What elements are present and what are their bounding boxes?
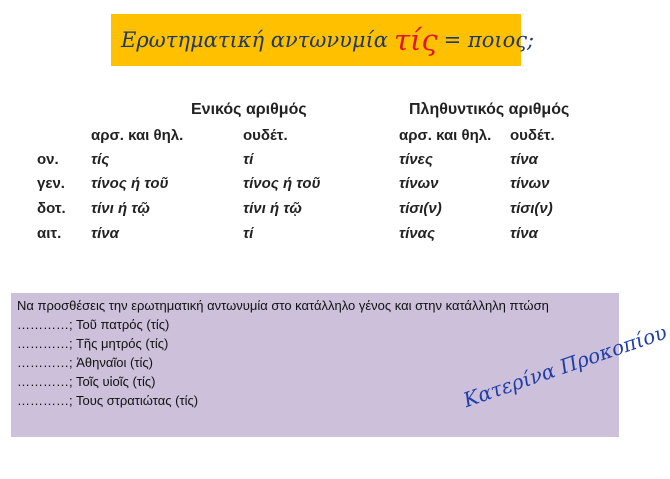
table-cell: τίνων [399, 175, 439, 192]
table-cell: τίνας [399, 225, 435, 242]
col-header: αρσ. και θηλ. [399, 127, 492, 144]
exercise-item: …………; Τοῖς υἱοῖς (τίς) [17, 374, 156, 389]
col-header: ουδέτ. [243, 127, 288, 144]
col-header: αρσ. και θηλ. [91, 127, 184, 144]
title-pronoun: τίς [394, 23, 438, 57]
title-prefix: Ερωτηματική αντωνυμία [121, 28, 388, 52]
table-cell: τίνα [510, 225, 538, 242]
table-cell: τίς [91, 151, 110, 168]
col-header: ουδέτ. [510, 127, 555, 144]
plural-header: Πληθυντικός αριθμός [409, 101, 570, 118]
singular-header: Ενικός αριθμός [191, 101, 307, 118]
exercise-instruction: Να προσθέσεις την ερωτηματική αντωνυμία στο κατάλληλο γένος και στην κατάλληλη πτώση [17, 298, 549, 313]
case-label: ον. [37, 151, 59, 168]
case-label: δοτ. [37, 200, 66, 217]
case-label: γεν. [37, 175, 65, 192]
exercise-item: …………; Τους στρατιώτας (τίς) [17, 393, 199, 408]
exercise-item: …………; Τῆς μητρός (τίς) [17, 336, 169, 351]
table-cell: τίνων [510, 175, 550, 192]
table-cell: τίνες [399, 151, 433, 168]
table-cell: τίνα [510, 151, 538, 168]
table-cell: τίνα [91, 225, 119, 242]
table-cell: τίνος ή τοῦ [243, 175, 321, 192]
author-signature: Κατερίνα Προκοπίου [460, 319, 670, 412]
exercise-item: …………; Τοῦ πατρός (τίς) [17, 317, 170, 332]
exercise-item: …………; Ἀθηναῖοι (τίς) [17, 355, 153, 370]
table-cell: τίνος ή τοῦ [91, 175, 169, 192]
table-cell: τί [243, 151, 254, 168]
table-cell: τί [243, 225, 254, 242]
title-suffix: = ποιος; [443, 28, 535, 52]
table-cell: τίνι ή τῷ [91, 200, 150, 217]
table-cell: τίσι(ν) [510, 200, 553, 217]
case-label: αιτ. [37, 225, 62, 242]
table-cell: τίσι(ν) [399, 200, 442, 217]
table-cell: τίνι ή τῷ [243, 200, 302, 217]
